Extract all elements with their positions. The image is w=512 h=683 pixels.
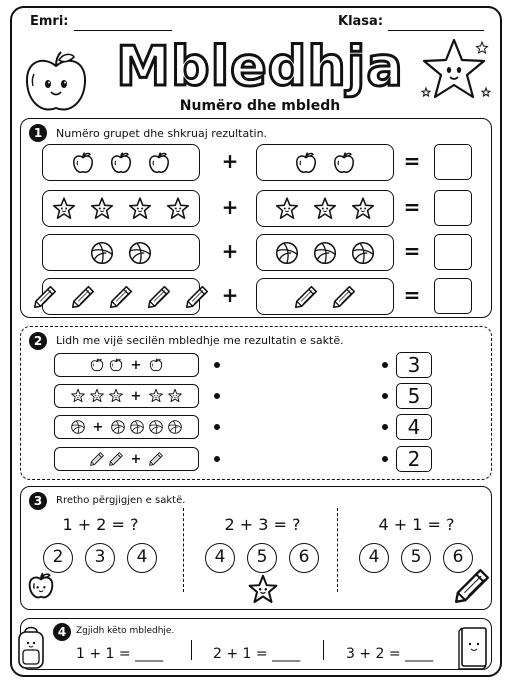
pencil-decoration-icon — [452, 566, 492, 606]
pencil-icon — [108, 284, 134, 310]
name-field[interactable] — [74, 30, 172, 31]
pencil-icon — [108, 451, 124, 467]
ball-icon — [148, 419, 164, 435]
match-dot-left[interactable] — [214, 362, 220, 368]
divider — [191, 640, 192, 660]
apple-mascot-icon — [20, 48, 92, 116]
section-3-instruction: Rretho përgjigjen e saktë. — [56, 495, 186, 506]
match-dot-right[interactable] — [382, 393, 388, 399]
apple-icon — [146, 150, 172, 176]
plus-sign: + — [221, 195, 239, 219]
star-icon — [274, 196, 300, 222]
ball-icon — [70, 419, 86, 435]
pencil-icon — [331, 284, 357, 310]
answer-option[interactable]: 6 — [443, 543, 473, 573]
match-dot-left[interactable] — [214, 393, 220, 399]
book-icon — [456, 624, 490, 672]
problem-equation: 2 + 3 = ? — [224, 515, 301, 534]
apple-icon — [108, 357, 124, 373]
divider — [183, 508, 184, 592]
ball-icon — [89, 240, 115, 266]
answer-option[interactable]: 4 — [359, 543, 389, 573]
star-mascot-icon — [416, 36, 496, 108]
apple-mascot-small-icon — [24, 570, 58, 602]
star-icon — [165, 196, 191, 222]
match-equation — [54, 415, 199, 439]
match-dot-right[interactable] — [382, 424, 388, 430]
plus-sign: + — [130, 357, 142, 373]
pencil-icon — [184, 284, 210, 310]
answer-option[interactable]: 3 — [85, 543, 115, 573]
star-icon — [167, 388, 183, 404]
section-4-number: 4 — [53, 623, 71, 641]
plus-sign: + — [130, 451, 142, 467]
ball-icon — [127, 240, 153, 266]
plus-sign: + — [221, 239, 239, 263]
divider — [337, 508, 338, 592]
apple-icon — [293, 150, 319, 176]
answer-option[interactable]: 5 — [247, 543, 277, 573]
star-icon — [108, 388, 124, 404]
page-subtitle: Numëro dhe mbledh — [179, 98, 341, 114]
ball-icon — [350, 240, 376, 266]
equals-sign: = — [403, 283, 421, 307]
apple-icon — [148, 357, 164, 373]
answer-option[interactable]: 2 — [43, 543, 73, 573]
star-icon — [89, 388, 105, 404]
plus-sign: + — [92, 419, 104, 435]
ball-icon — [312, 240, 338, 266]
result-box: 4 — [396, 414, 432, 440]
solve-problem-2[interactable]: 2 + 1 = ____ — [213, 646, 301, 662]
answer-box[interactable] — [434, 234, 472, 270]
pencil-icon — [148, 451, 164, 467]
group-right — [256, 234, 394, 271]
section-4-instruction: Zgjidh këto mbledhje. — [76, 626, 175, 636]
pencil-icon — [146, 284, 172, 310]
section-2-number: 2 — [29, 332, 47, 350]
equals-sign: = — [403, 239, 421, 263]
page-title: Mbledhja — [116, 35, 404, 98]
match-equation — [54, 384, 199, 408]
group-right — [256, 278, 394, 315]
star-icon — [312, 196, 338, 222]
pencil-icon — [293, 284, 319, 310]
pencil-icon — [32, 284, 58, 310]
result-box: 3 — [396, 352, 432, 378]
class-field[interactable] — [388, 30, 484, 31]
answer-box[interactable] — [434, 278, 472, 314]
apple-icon — [331, 150, 357, 176]
match-equation — [54, 447, 199, 471]
group-left — [42, 144, 200, 181]
star-icon — [127, 196, 153, 222]
apple-icon — [89, 357, 105, 373]
equals-sign: = — [403, 195, 421, 219]
problem-equation: 4 + 1 = ? — [378, 515, 455, 534]
ball-icon — [167, 419, 183, 435]
equals-sign: = — [403, 149, 421, 173]
answer-option[interactable]: 4 — [205, 543, 235, 573]
class-label: Klasa: — [338, 14, 384, 29]
group-left — [42, 190, 200, 227]
match-equation — [54, 353, 199, 377]
match-dot-left[interactable] — [214, 456, 220, 462]
name-label: Emri: — [30, 14, 69, 29]
solve-problem-1[interactable]: 1 + 1 = ____ — [76, 646, 164, 662]
star-icon — [148, 388, 164, 404]
star-icon — [51, 196, 77, 222]
star-icon — [350, 196, 376, 222]
plus-sign: + — [130, 388, 142, 404]
result-box: 5 — [396, 383, 432, 409]
ball-icon — [110, 419, 126, 435]
section-2-instruction: Lidh me vijë secilën mbledhje me rezultatin e saktë. — [56, 334, 344, 347]
result-box: 2 — [396, 446, 432, 472]
backpack-icon — [14, 624, 48, 672]
plus-sign: + — [221, 283, 239, 307]
answer-option[interactable]: 6 — [289, 543, 319, 573]
star-icon — [70, 388, 86, 404]
group-left — [42, 234, 200, 271]
pencil-icon — [70, 284, 96, 310]
match-dot-left[interactable] — [214, 424, 220, 430]
pencil-icon — [89, 451, 105, 467]
section-1-instruction: Numëro grupet dhe shkruaj rezultatin. — [56, 127, 268, 140]
match-dot-right[interactable] — [382, 362, 388, 368]
group-left — [42, 278, 200, 315]
answer-option[interactable]: 4 — [127, 543, 157, 573]
problem-equation: 1 + 2 = ? — [62, 515, 139, 534]
solve-problem-3[interactable]: 3 + 2 = ____ — [346, 646, 434, 662]
apple-icon — [108, 150, 134, 176]
answer-box[interactable] — [434, 144, 472, 180]
apple-icon — [70, 150, 96, 176]
answer-box[interactable] — [434, 190, 472, 226]
star-icon — [89, 196, 115, 222]
star-mascot-small-icon — [246, 573, 280, 607]
section-1-number: 1 — [29, 124, 47, 142]
group-right — [256, 190, 394, 227]
answer-option[interactable]: 5 — [401, 543, 431, 573]
ball-icon — [129, 419, 145, 435]
plus-sign: + — [221, 149, 239, 173]
divider — [323, 640, 324, 660]
match-dot-right[interactable] — [382, 456, 388, 462]
ball-icon — [274, 240, 300, 266]
group-right — [256, 144, 394, 181]
section-3-number: 3 — [29, 492, 47, 510]
